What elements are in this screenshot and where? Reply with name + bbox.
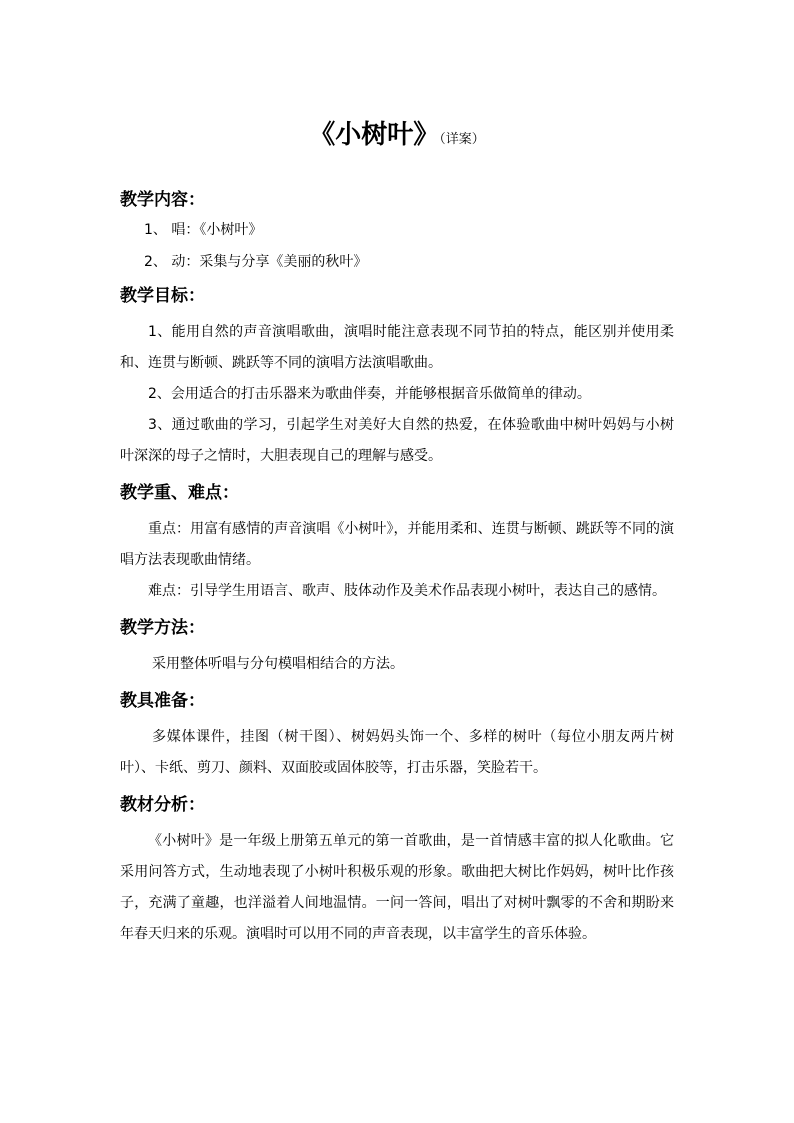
section-heading-analysis: 教材分析： (120, 795, 205, 815)
section-key-points (120, 482, 674, 607)
methods-paragraph: 采用整体听唱与分句模唱相结合的方法。 (152, 656, 404, 672)
section-analysis (120, 794, 674, 950)
section-methods (120, 617, 674, 680)
goal-paragraph-2: 2、会用适合的打击乐器来为歌曲伴奏，并能够根据音乐做简单的律动。 (148, 386, 591, 402)
section-heading-goals: 教学目标： (120, 286, 205, 306)
title-main: 《小树叶》 (309, 120, 440, 150)
document-title (120, 118, 674, 157)
title-note: （详案） (439, 132, 485, 147)
section-goals (120, 285, 674, 472)
section-heading-materials: 教具准备： (120, 691, 205, 711)
section-content (120, 189, 674, 271)
section-materials (120, 690, 674, 784)
analysis-paragraph: 《小树叶》是一年级上册第五单元的第一首歌曲，是一首情感丰富的拟人化歌曲。它采用问答方式，生动地表现了小树叶积极乐观的形象。歌曲把大树比作妈妈，树叶比作孩子，充满了童趣，也洋溢着人间地温情。一问一答间，唱出了对树叶飘零的不舍和期盼来年春天归来的乐观。演唱时可以用不同的声音表现，以丰富学生的音乐体验。 (120, 833, 674, 942)
content-item-2: 2、 动：采集与分享《美丽的秋叶》 (144, 254, 368, 270)
difficulty-paragraph: 难点：引导学生用语言、歌声、肢体动作及美术作品表现小树叶，表达自己的感情。 (148, 583, 666, 599)
section-heading-methods: 教学方法： (120, 618, 205, 638)
section-heading-key-points: 教学重、难点： (120, 483, 239, 503)
content-item-1: 1、 唱：《小树叶》 (144, 222, 263, 238)
goal-paragraph-3: 3、通过歌曲的学习，引起学生对美好大自然的热爱，在体验歌曲中树叶妈妈与小树叶深深的母子之情时，大胆表现自己的理解与感受。 (120, 417, 674, 464)
materials-paragraph: 多媒体课件，挂图（树干图）、树妈妈头饰一个、多样的树叶（每位小朋友两片树叶）、卡纸、剪刀、颜料、双面胶或固体胶等，打击乐器，笑脸若干。 (120, 729, 674, 776)
section-heading-content: 教学内容： (120, 190, 205, 210)
goal-paragraph-1: 1、能用自然的声音演唱歌曲，演唱时能注意表现不同节拍的特点，能区别并使用柔和、连贯与断顿、跳跃等不同的演唱方法演唱歌曲。 (120, 324, 674, 371)
key-point-paragraph: 重点：用富有感情的声音演唱《小树叶》，并能用柔和、连贯与断顿、跳跃等不同的演唱方法表现歌曲情绪。 (120, 521, 674, 568)
